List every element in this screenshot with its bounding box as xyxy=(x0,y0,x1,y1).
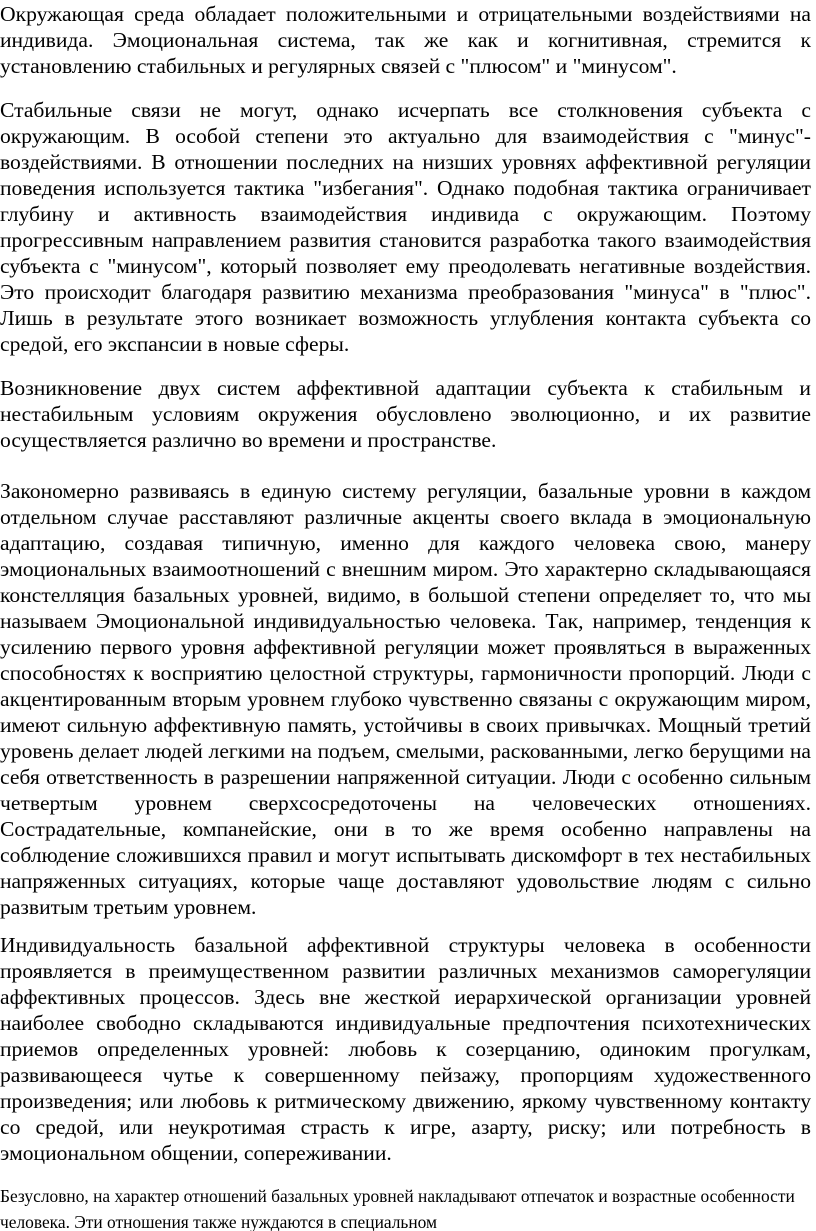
paragraph-4: Закономерно развиваясь в единую систему регуляции, базальные уровни в каждом отдельном случае расставляют различные акценты своего вклада в эмоциональную адаптацию, создавая типичную, именно для каждого человека свою, манеру эмоциональных взаимоотношений с внешним миром. Это характерно складывающаяся констелляция базальных уровней, видимо, в большой степени определяет то, что мы называем Эмоциональной индивидуальностью человека. Так, например, тенденция к усилению первого уровня аффективной регуляции может проявляться в выраженных способностях к восприятию целостной структуры, гармоничности пропорций. Люди с акцентированным вторым уровнем глубоко чувственно связаны с окружающим миром, имеют сильную аффективную память, устойчивы в своих привычках. Мощный третий уровень делает людей легкими на подъем, смелыми, раскованными, легко берущими на себя ответственность в разрешении напряженной ситуации. Люди с особенно сильным четвертым уровнем сверхсосредоточены на человеческих отношениях. Сострадательные, компанейские, они в то же время особенно направлены на соблюдение сложившихся правил и могут испытывать дискомфорт в тех нестабильных напряженных ситуациях, которые чаще доставляют удовольствие людям с сильно развитым третьим уровнем. xyxy=(0,479,811,919)
paragraph-6: Безусловно, на характер отношений базальных уровней накладывают отпечаток и возрастные особенности человека. Эти отношения также нуждаются в специальном xyxy=(0,1186,795,1231)
paragraph-5: Индивидуальность базальной аффективной структуры человека в особенности проявляется в преимущественном развитии различных механизмов саморегуляции аффективных процессов. Здесь вне жесткой иерархической организации уровней наиболее свободно складываются индивидуальные предпочтения психотехнических приемов определенных уровней: любовь к созерцанию, одиноким прогулкам, развивающееся чутье к совершенному пейзажу, пропорциям художественного произведения; или любовь к ритмическому движению, яркому чувственному контакту со средой, или неукротимая страсть к игре, азарту, риску; или потребность в эмоциональном общении, сопереживании. xyxy=(0,933,811,1165)
paragraph-1: Окружающая среда обладает положительными и отрицательными воздействиями на индивида. Эмоциональная система, так же как и когнитивная, стремится к установлению стабильных и регулярных связей с "плюсом" и "минусом". xyxy=(0,2,811,78)
paragraph-2: Стабильные связи не могут, однако исчерпать все столкновения субъекта с окружающим. В особой степени это актуально для взаимодействия с "минус"-воздействиями. В отношении последних на низших уровнях аффективной регуляции поведения используется тактика "избегания". Однако подобная тактика ограничивает глубину и активность взаимодействия индивида с окружающим. Поэтому прогрессивным направлением развития становится разработка такого взаимодействия субъекта с "минусом", который позволяет ему преодолевать негативные воздействия. Это происходит благодаря развитию механизма преобразования "минуса" в "плюс". Лишь в результате этого возникает возможность углубления контакта субъекта со средой, его экспансии в новые сферы. xyxy=(0,98,811,356)
paragraph-3: Возникновение двух систем аффективной адаптации субъекта к стабильным и нестабильным условиям окружения обусловлено эволюционно, и их развитие осуществляется различно во времени и пространстве. xyxy=(0,376,811,452)
